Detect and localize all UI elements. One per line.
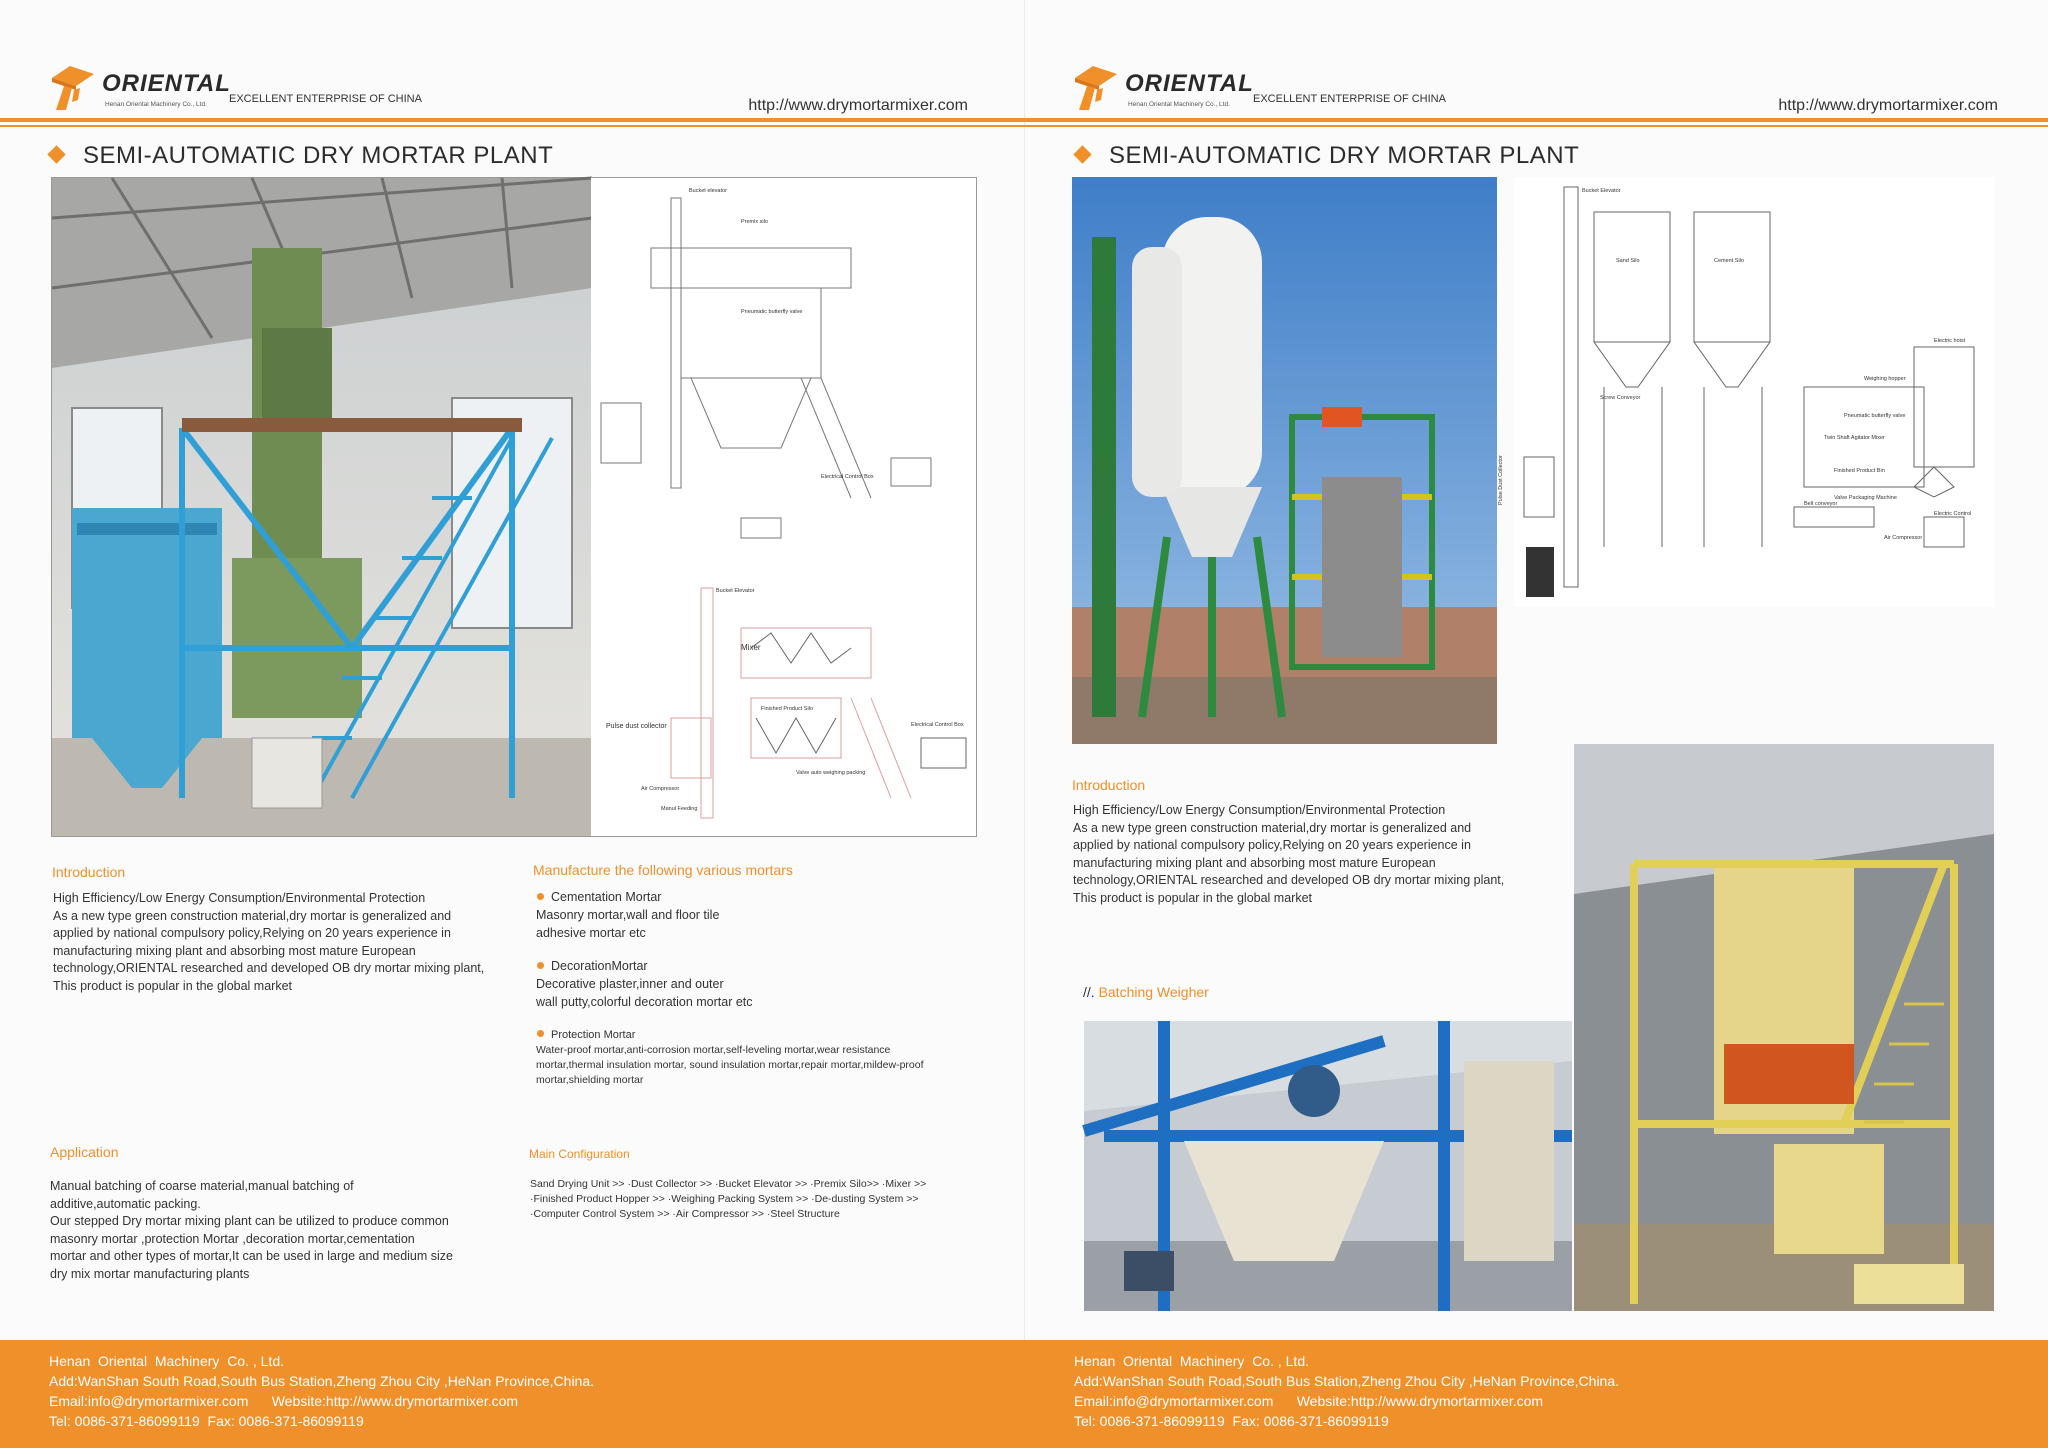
diagram-label: Premix silo (741, 219, 768, 225)
brochure-page-right (1024, 0, 2048, 1448)
website-url[interactable]: http://www.drymortarmixer.com (1778, 97, 1998, 114)
batching-title: Batching Weigher (1098, 984, 1209, 1000)
diagram-label: Sand Silo (1616, 258, 1640, 264)
mortar-name: Cementation Mortar (551, 890, 662, 904)
page-title (1076, 142, 1579, 170)
diagram-label: Pneumatic butterfly valve (741, 309, 803, 315)
diagram-label: Finished Product Bin (1834, 468, 1885, 474)
mortar-item (537, 959, 648, 973)
diagram-label: Valve auto weighing packing (796, 770, 866, 776)
oriental-logo-icon (1073, 64, 1119, 112)
diagram-label: Bucket elevator (689, 188, 727, 194)
footer-address: Add:WanShan South Road,South Bus Station,Zheng Zhou City ,HeNan Province,China. (49, 1373, 595, 1389)
diagram-label: Electric Control (1934, 511, 1972, 517)
diagram-label: Bucket Elevator (716, 588, 755, 594)
oriental-logo-icon (50, 64, 96, 112)
mortar-item (537, 890, 661, 904)
main-configuration-heading: Main Configuration (529, 1147, 630, 1161)
diamond-bullet-icon (47, 145, 65, 163)
header-rule-thin (1024, 125, 2048, 127)
footer-contact (49, 1351, 594, 1431)
batching-weigher-photo (1084, 1021, 1572, 1311)
diagram-label: Belt conveyor (1804, 501, 1838, 507)
footer-phone-fax: Tel: 0086-371-86099119 Fax: 0086-371-86099119 (49, 1413, 364, 1429)
diagram-label: Manul Feeding (661, 806, 698, 812)
diamond-bullet-icon (1073, 145, 1091, 163)
bullet-dot-icon (537, 1030, 544, 1037)
page-title-text: SEMI-AUTOMATIC DRY MORTAR PLANT (1109, 142, 1580, 169)
plant-diagram (1498, 177, 1994, 607)
mortar-item (537, 1028, 635, 1043)
footer-address: Add:WanShan South Road,South Bus Station,Zheng Zhou City ,HeNan Province,China. (1074, 1373, 1620, 1389)
mortar-desc: Decorative plaster,inner and outer wall putty,colorful decoration mortar etc (536, 977, 753, 1009)
tagline: EXCELLENT ENTERPRISE OF CHINA (1253, 93, 1446, 105)
mortar-name: DecorationMortar (551, 959, 648, 973)
bullet-dot-icon (537, 893, 544, 900)
diagram-label: Bucket Elevator (1582, 188, 1621, 194)
diagram-label: Screw Conveyor (1600, 395, 1641, 401)
diagram-label: Valve Packaging Machine (1834, 495, 1897, 501)
diagram-label: Electric hoist (1934, 338, 1966, 344)
footer-company: Henan Oriental Machinery Co. , Ltd. (49, 1353, 284, 1369)
footer-email-website: Email:info@drymortarmixer.com Website:http://www.drymortarmixer.com (1074, 1393, 1544, 1409)
batching-weigher-heading (1083, 984, 1209, 1000)
mortar-desc: Masonry mortar,wall and floor tile adhesive mortar etc (536, 908, 720, 940)
website-url[interactable]: http://www.drymortarmixer.com (748, 97, 968, 114)
diagram-label: Cement Silo (1714, 258, 1744, 264)
diagram-label: Air Compressor (1884, 535, 1923, 541)
brand-name: ORIENTAL (102, 70, 231, 97)
yellow-plant-photo (1574, 744, 1994, 1311)
footer-phone-fax: Tel: 0086-371-86099119 Fax: 0086-371-86099119 (1074, 1413, 1389, 1429)
application-text: Manual batching of coarse material,manual batching of additive,automatic packing. Our stepped Dry mortar mixing plant can be utilized to produce common masonry mortar ,protection Mortar ,decoration mortar,cementation mortar and other types of mortar,It can be used in large and medium size dry mix mortar manufacturing plants (50, 1179, 453, 1281)
silo-plant-photo (1072, 177, 1497, 744)
diagram-label: Air Compressor (641, 786, 680, 792)
header-rule (1024, 118, 2048, 122)
application-heading: Application (50, 1144, 119, 1160)
brand-subtitle: Henan Oriental Machinery Co., Ltd. (1128, 101, 1230, 108)
brand-subtitle: Henan Oriental Machinery Co., Ltd. (105, 101, 207, 108)
footer-company: Henan Oriental Machinery Co. , Ltd. (1074, 1353, 1309, 1369)
diagram-label: Pulse dust collector (606, 723, 667, 730)
diagram-label: Weighing hopper (1864, 376, 1906, 382)
introduction-text: High Efficiency/Low Energy Consumption/Environmental Protection As a new type green construction material,dry mortar is generalized and applied by national compulsory policy,Relying on 20 years experience in manufacturing mixing plant and absorbing most mature European technology,ORIENTAL researched and developed OB dry mortar mixing plant, This product is popular in the global market (53, 891, 485, 993)
introduction-heading: Introduction (52, 864, 126, 880)
mortar-desc: Water-proof mortar,anti-corrosion mortar,self-leveling mortar,wear resistance mortar,thermal insulation mortar, sound insulation mortar,repair mortar,mildew-proof mortar,shielding mortar (536, 1044, 924, 1086)
tagline: EXCELLENT ENTERPRISE OF CHINA (229, 93, 422, 105)
diagram-label: Pneumatic butterfly valve (1844, 413, 1906, 419)
introduction-text: High Efficiency/Low Energy Consumption/Environmental Protection As a new type green construction material,dry mortar is generalized and applied by national compulsory policy,Relying on 20 years experience in manufacturing mixing plant and absorbing most mature European technology,ORIENTAL researched and developed OB dry mortar mixing plant, This product is popular in the global market (1073, 803, 1505, 905)
diagram-label: Pulse Dust Collector (1498, 455, 1504, 505)
page-title (50, 142, 553, 170)
batching-prefix: //. (1083, 984, 1095, 1000)
header-rule-thin (0, 125, 1024, 127)
diagram-label: Mixer (741, 643, 761, 652)
brand-name: ORIENTAL (1125, 70, 1254, 97)
factory-plant-photo (51, 177, 593, 837)
footer-contact (1074, 1351, 1619, 1431)
header-rule (0, 118, 1024, 122)
diagram-label: Finished Product Silo (761, 706, 813, 712)
diagram-label: Twin Shaft Agitator Mixer (1824, 435, 1885, 441)
diagram-label: Electrical Control Box (911, 722, 964, 728)
introduction-heading: Introduction (1072, 777, 1146, 793)
main-configuration-text: Sand Drying Unit >> ·Dust Collector >> ·Bucket Elevator >> ·Premix Silo>> ·Mixer >> ·Finished Product Hopper >> ·Weighing Packing System >> ·De-dusting System >> ·Computer Control System >> ·Air Compressor >> ·Steel Structure (530, 1178, 927, 1220)
bullet-dot-icon (537, 962, 544, 969)
footer-email-website: Email:info@drymortarmixer.com Website:http://www.drymortarmixer.com (49, 1393, 519, 1409)
mortars-heading: Manufacture the following various mortars (533, 862, 793, 878)
diagram-label: Electrical Control Box (821, 474, 874, 480)
mortar-name: Protection Mortar (551, 1029, 636, 1041)
page-title-text: SEMI-AUTOMATIC DRY MORTAR PLANT (83, 142, 554, 169)
plant-diagram (591, 177, 977, 837)
